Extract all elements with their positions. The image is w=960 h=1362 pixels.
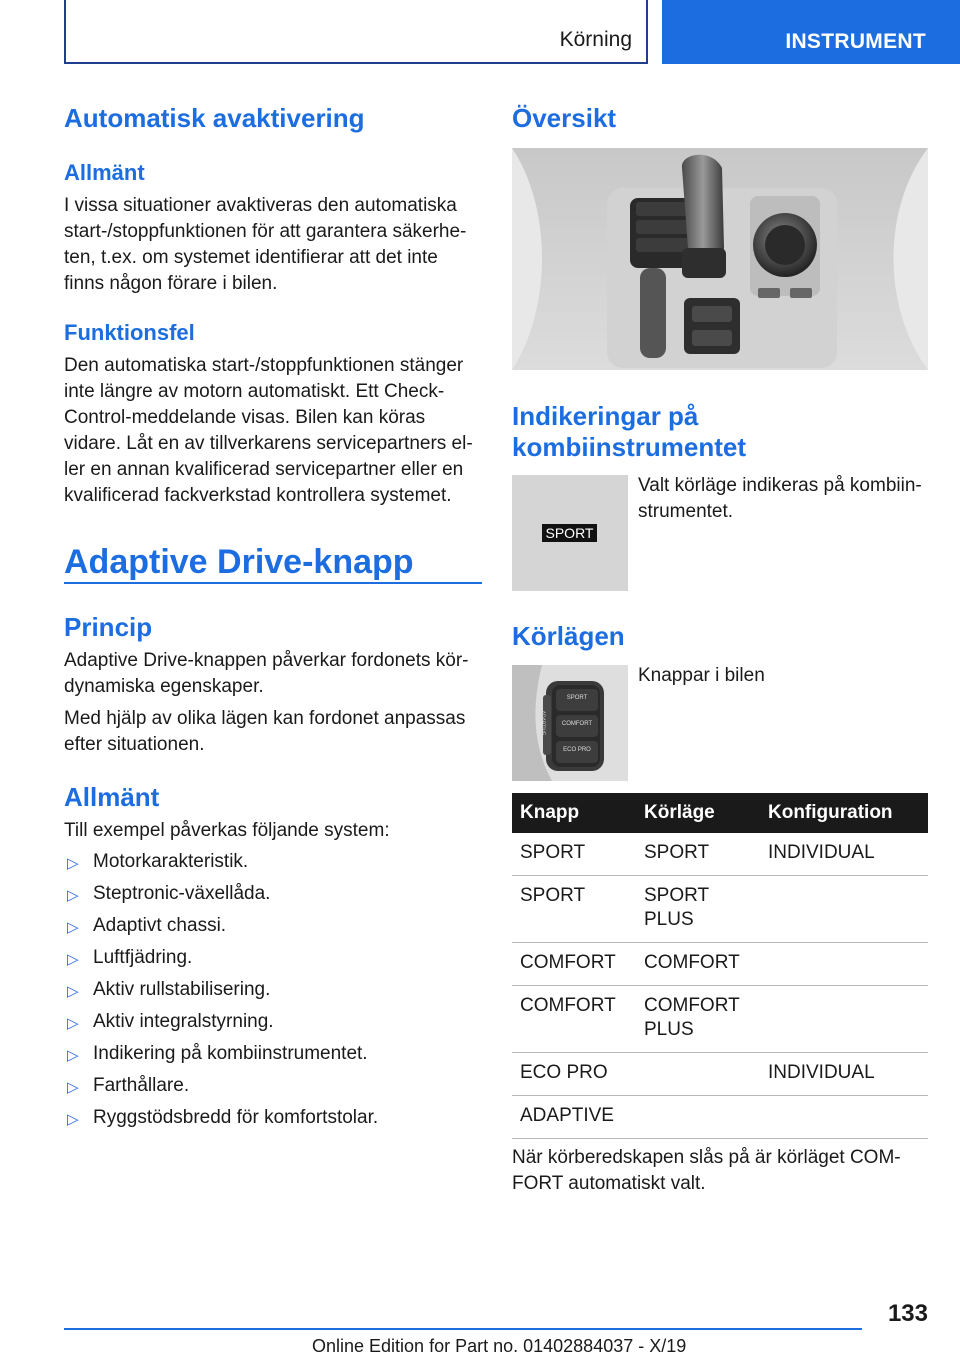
header-tab-instrument-label: INSTRUMENT bbox=[785, 30, 926, 53]
table-row bbox=[512, 1096, 928, 1139]
header-tab-korning-label: Körning bbox=[559, 28, 632, 51]
list-item: ▷ Luftfjädring. bbox=[64, 945, 478, 977]
heading-automatisk-avaktivering: Automatisk avaktivering bbox=[64, 103, 365, 133]
paragraph-allmant-1: I vissa situationer avaktiveras den automatiska start-/stoppfunktionen för att garantera säkerhe-ten, t.ex. om systemet identifierar att det inte finns någon förare i bilen. bbox=[64, 195, 467, 294]
footer-divider bbox=[64, 1328, 862, 1330]
button-label-comfort: COMFORT bbox=[561, 721, 593, 727]
header-tab-korning[interactable] bbox=[64, 0, 648, 64]
table-cell: INDIVIDUAL bbox=[760, 833, 928, 876]
table-cell bbox=[760, 1096, 928, 1139]
sport-indicator-image bbox=[512, 475, 628, 591]
table-cell bbox=[760, 876, 928, 943]
list-item: ▷ Motorkarakteristik. bbox=[64, 849, 478, 881]
table-cell: ADAPTIVE bbox=[512, 1096, 636, 1139]
section-divider bbox=[64, 582, 482, 584]
heading-princip: Princip bbox=[64, 612, 153, 642]
paragraph-princip-2: Med hjälp av olika lägen kan fordonet anpassas efter situationen. bbox=[64, 708, 466, 755]
triangle-bullet-icon: ▷ bbox=[67, 1111, 79, 1128]
table-row bbox=[512, 876, 928, 943]
table-header-row bbox=[512, 793, 928, 833]
triangle-bullet-icon: ▷ bbox=[67, 1015, 79, 1032]
triangle-bullet-icon: ▷ bbox=[67, 983, 79, 1000]
heading-allmant-1: Allmänt bbox=[64, 160, 145, 185]
table-cell: COMFORT bbox=[512, 986, 636, 1053]
table-cell: SPORT bbox=[636, 833, 760, 876]
footer-edition: Online Edition for Part no. 01402884037 - X/19 bbox=[312, 1336, 687, 1356]
column-header-knapp: Knapp bbox=[512, 793, 636, 833]
heading-indikeringar: Indikeringar på kombiinstrumentet bbox=[512, 401, 747, 462]
column-header-korlage: Körläge bbox=[636, 793, 760, 833]
table-cell: COMFORT PLUS bbox=[636, 986, 760, 1053]
table-cell: SPORT bbox=[512, 876, 636, 943]
system-list bbox=[64, 849, 478, 1137]
table-cell: COMFORT bbox=[636, 943, 760, 986]
column-header-konfiguration: Konfiguration bbox=[760, 793, 928, 833]
table-row bbox=[512, 1053, 928, 1096]
header-tab-instrument[interactable] bbox=[662, 0, 960, 64]
triangle-bullet-icon: ▷ bbox=[67, 855, 79, 872]
table-cell: ECO PRO bbox=[512, 1053, 636, 1096]
list-item: ▷ Steptronic-växellåda. bbox=[64, 881, 478, 913]
sport-badge: SPORT bbox=[542, 524, 597, 542]
table-row bbox=[512, 986, 928, 1053]
paragraph-indikering: Valt körläge indikeras på kombiin-strumentet. bbox=[638, 475, 922, 522]
heading-allmant-2: Allmänt bbox=[64, 782, 160, 812]
table-cell: SPORT PLUS bbox=[636, 876, 760, 943]
paragraph-allmant-2: Till exempel påverkas följande system: bbox=[64, 820, 390, 841]
triangle-bullet-icon: ▷ bbox=[67, 1047, 79, 1064]
table-row bbox=[512, 943, 928, 986]
table-cell: SPORT bbox=[512, 833, 636, 876]
paragraph-funktionsfel: Den automatiska start-/stoppfunktionen stänger inte längre av motorn automatiskt. Ett Check-Control-meddelande visas. Bilen kan köras vidare. Låt en av tillverkarens servicepartners el-ler en annan kvalificerad servicepartner eller en kvalificerad fackverkstad kontrollera systemet. bbox=[64, 355, 473, 506]
list-item: ▷ Farthållare. bbox=[64, 1073, 478, 1105]
paragraph-comfort-default: När körberedskapen slås på är körläget COM-FORT automatiskt valt. bbox=[512, 1147, 901, 1194]
button-label-sport: SPORT bbox=[566, 695, 588, 701]
paragraph-princip-1: Adaptive Drive-knappen påverkar fordonets kör-dynamiska egenskaper. bbox=[64, 650, 469, 697]
table-row bbox=[512, 833, 928, 876]
table-cell: COMFORT bbox=[512, 943, 636, 986]
paragraph-korlagen: Knappar i bilen bbox=[638, 665, 765, 686]
list-item: ▷ Indikering på kombiinstrumentet. bbox=[64, 1041, 478, 1073]
page-number: 133 bbox=[887, 1300, 928, 1327]
triangle-bullet-icon: ▷ bbox=[67, 1079, 79, 1096]
list-item: ▷ Aktiv rullstabilisering. bbox=[64, 977, 478, 1009]
table-cell: INDIVIDUAL bbox=[760, 1053, 928, 1096]
triangle-bullet-icon: ▷ bbox=[67, 887, 79, 904]
center-console-photo bbox=[512, 148, 928, 370]
list-item: ▷ Aktiv integralstyrning. bbox=[64, 1009, 478, 1041]
heading-adaptive-drive-knapp: Adaptive Drive-knapp bbox=[64, 543, 414, 581]
table-cell bbox=[760, 943, 928, 986]
list-item: ▷ Adaptivt chassi. bbox=[64, 913, 478, 945]
list-item: ▷ Ryggstödsbredd för komfortstolar. bbox=[64, 1105, 478, 1137]
triangle-bullet-icon: ▷ bbox=[67, 919, 79, 936]
triangle-bullet-icon: ▷ bbox=[67, 951, 79, 968]
button-label-eco-pro: ECO PRO bbox=[563, 747, 591, 753]
modes-table bbox=[512, 793, 928, 1139]
side-label-adaptive: ADAPTIVE bbox=[539, 710, 546, 736]
table-cell bbox=[760, 986, 928, 1053]
heading-funktionsfel: Funktionsfel bbox=[64, 320, 195, 345]
heading-korlagen: Körlägen bbox=[512, 621, 625, 651]
table-cell bbox=[636, 1096, 760, 1139]
table-cell bbox=[636, 1053, 760, 1096]
heading-oversikt: Översikt bbox=[512, 103, 617, 133]
adaptive-buttons-photo bbox=[512, 665, 628, 781]
